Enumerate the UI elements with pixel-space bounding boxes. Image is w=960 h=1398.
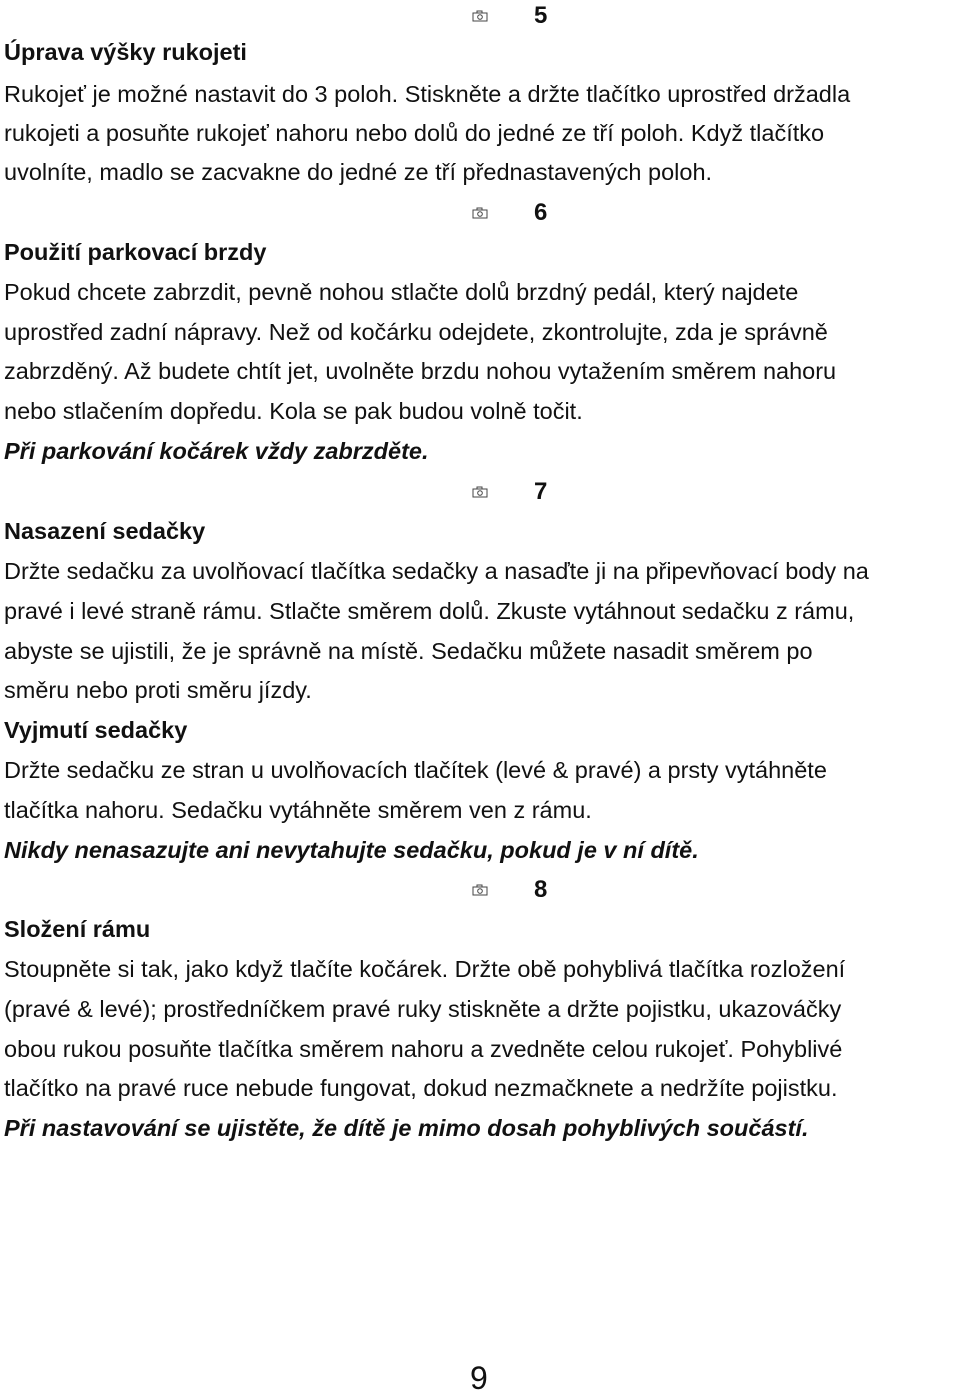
body-line: nebo stlačením dopředu. Kola se pak budou volně točit. — [4, 398, 583, 424]
figure-number: 7 — [534, 478, 548, 505]
figure-number: 6 — [534, 199, 548, 226]
body-line: obou rukou posuňte tlačítka směrem nahoru a zvedněte celou rukojeť. Pohyblivé — [4, 1036, 843, 1062]
figure-marker-6 — [472, 193, 582, 233]
body-line: Pokud chcete zabrzdit, pevně nohou stlačte dolů brzdný pedál, který najdete — [4, 279, 799, 305]
warning-text: Nikdy nenasazujte ani nevytahujte sedačku, pokud je v ní dítě. — [4, 837, 699, 863]
body-line: abyste se ujistili, že je správně na místě. Sedačku můžete nasadit směrem po — [4, 638, 813, 664]
body-line: (pravé & levé); prostředníčkem pravé ruky stiskněte a držte pojistku, ukazováčky — [4, 996, 842, 1022]
body-line: pravé i levé straně rámu. Stlačte směrem dolů. Zkuste vytáhnout sedačku z rámu, — [4, 598, 855, 624]
camera-icon — [472, 10, 488, 22]
figure-number: 5 — [534, 2, 548, 29]
camera-icon — [472, 884, 488, 896]
section-subheading: Vyjmutí sedačky — [4, 717, 188, 743]
warning-text: Při parkování kočárek vždy zabrzděte. — [4, 438, 429, 464]
camera-icon — [472, 207, 488, 219]
figure-marker-7 — [472, 472, 582, 512]
section-heading: Použití parkovací brzdy — [4, 239, 267, 265]
body-line: zabrzděný. Až budete chtít jet, uvolněte brzdu nohou vytažením směrem nahoru — [4, 358, 837, 384]
figure-marker-8 — [472, 870, 582, 910]
body-line: uvolníte, madlo se zacvakne do jedné ze tří přednastavených poloh. — [4, 159, 713, 185]
camera-icon — [472, 486, 488, 498]
body-line: Držte sedačku ze stran u uvolňovacích tlačítek (levé & pravé) a prsty vytáhněte — [4, 757, 827, 783]
body-line: tlačítka nahoru. Sedačku vytáhněte směrem ven z rámu. — [4, 797, 592, 823]
body-line: Držte sedačku za uvolňovací tlačítka sedačky a nasaďte ji na připevňovací body na — [4, 558, 869, 584]
page-number: 9 — [470, 1360, 488, 1396]
section-heading: Složení rámu — [4, 916, 151, 942]
section-heading: Nasazení sedačky — [4, 518, 206, 544]
body-line: Rukojeť je možné nastavit do 3 poloh. Stiskněte a držte tlačítko uprostřed držadla — [4, 81, 851, 107]
body-line: Stoupněte si tak, jako když tlačíte kočárek. Držte obě pohyblivá tlačítka rozložení — [4, 956, 846, 982]
body-line: rukojeti a posuňte rukojeť nahoru nebo dolů do jedné ze tří poloh. Když tlačítko — [4, 120, 825, 146]
body-line: směru nebo proti směru jízdy. — [4, 677, 312, 703]
section-heading: Úprava výšky rukojeti — [4, 39, 247, 65]
figure-number: 8 — [534, 876, 548, 903]
body-line: uprostřed zadní nápravy. Než od kočárku odejdete, zkontrolujte, zda je správně — [4, 319, 828, 345]
warning-text: Při nastavování se ujistěte, že dítě je mimo dosah pohyblivých součástí. — [4, 1115, 809, 1141]
body-line: tlačítko na pravé ruce nebude fungovat, dokud nezmačknete a nedržíte pojistku. — [4, 1075, 838, 1101]
figure-marker-5 — [472, 0, 582, 36]
